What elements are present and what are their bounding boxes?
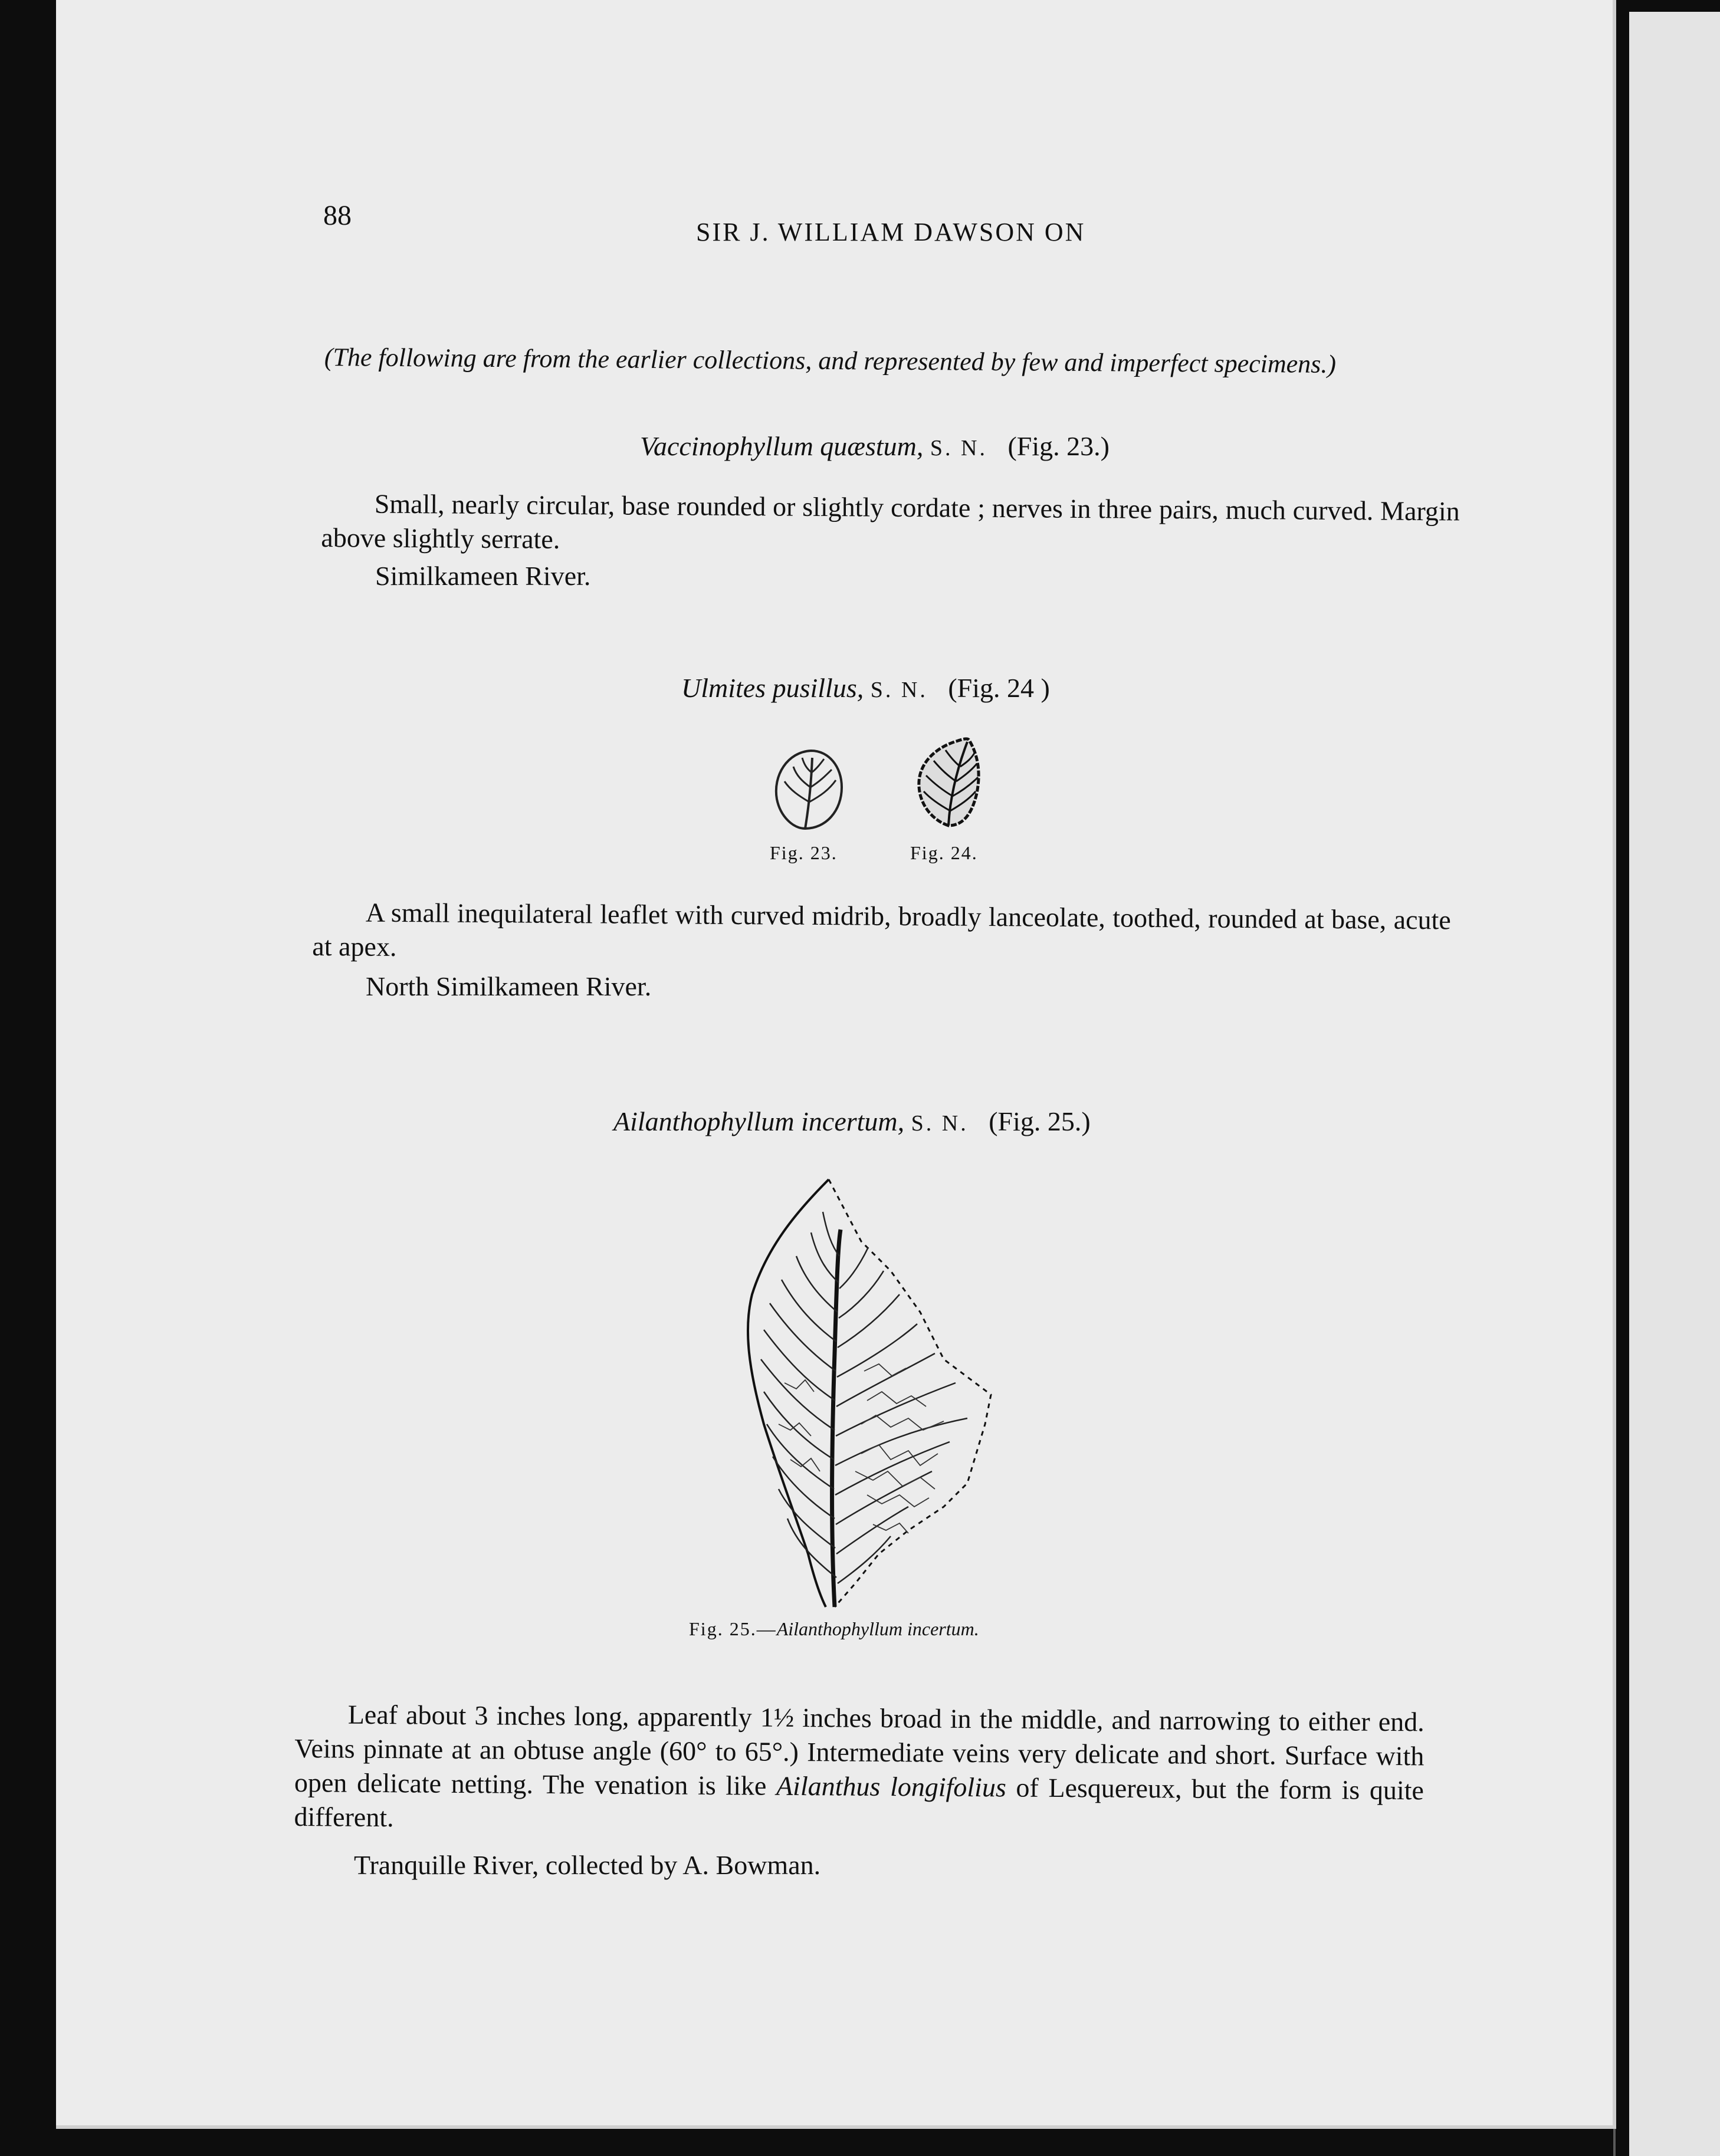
preface-note: (The following are from the earlier collections, and represented by few and imperfect specimens.) xyxy=(324,343,1337,379)
species-name: Vaccinophyllum quæstum, xyxy=(640,431,924,461)
figure-23-caption: Fig. 23. xyxy=(770,842,838,863)
species-novum-mark: S. N. xyxy=(930,436,987,461)
figure-reference: (Fig. 23.) xyxy=(1007,431,1110,461)
species-description xyxy=(294,1697,1424,1842)
figure-25-leaf-illustration xyxy=(731,1176,1003,1613)
species-heading xyxy=(640,430,1110,462)
page-number: 88 xyxy=(323,200,352,231)
species-novum-mark: S. N. xyxy=(911,1111,969,1136)
species-heading xyxy=(613,1106,1091,1137)
figure-24-caption: Fig. 24. xyxy=(910,842,978,863)
description-text: Leaf about 3 inches long, apparently 1½ inches broad in the middle, and narrowing to either end. Veins pinnate at an obtuse angle (60° to 65°.) Intermediate veins very delicate and short. Surface with open delicate netting. The venation is like xyxy=(294,1699,1424,1801)
species-locality: Similkameen River. xyxy=(375,561,591,591)
figure-23-leaf-illustration xyxy=(770,746,846,834)
species-name: Ulmites pusillus, xyxy=(681,673,864,703)
species-locality: Tranquille River, collected by A. Bowman. xyxy=(354,1850,821,1880)
description-text: Small, nearly circular, base rounded or slightly cordate ; nerves in three pairs, much curved. Margin above slightly serrate. xyxy=(321,488,1460,554)
comparison-taxon: Ailanthus longifolius xyxy=(776,1770,1007,1803)
species-novum-mark: S. N. xyxy=(870,678,928,702)
figure-25-label: Fig. 25.— xyxy=(689,1618,777,1639)
figure-25-caption xyxy=(689,1618,979,1640)
species-heading xyxy=(681,672,1050,704)
description-text: A small inequilateral leaflet with curved midrib, broadly lanceolate, toothed, rounded at base, acute at apex. xyxy=(312,897,1451,962)
species-name: Ailanthophyllum incertum, xyxy=(613,1106,905,1136)
figure-24-leaf-illustration xyxy=(913,737,984,831)
species-locality: North Similkameen River. xyxy=(366,971,652,1001)
description-text: of Lesquereux, but the form is quite different. xyxy=(294,1772,1424,1833)
figure-reference: (Fig. 24 ) xyxy=(948,673,1050,703)
running-head: SIR J. WILLIAM DAWSON ON xyxy=(696,218,1086,247)
facing-page-edge xyxy=(1629,12,1720,2156)
figure-25-name: Ailanthophyllum incertum. xyxy=(776,1618,979,1639)
species-description xyxy=(312,895,1451,971)
figure-reference: (Fig. 25.) xyxy=(989,1106,1091,1136)
species-description xyxy=(321,487,1460,563)
